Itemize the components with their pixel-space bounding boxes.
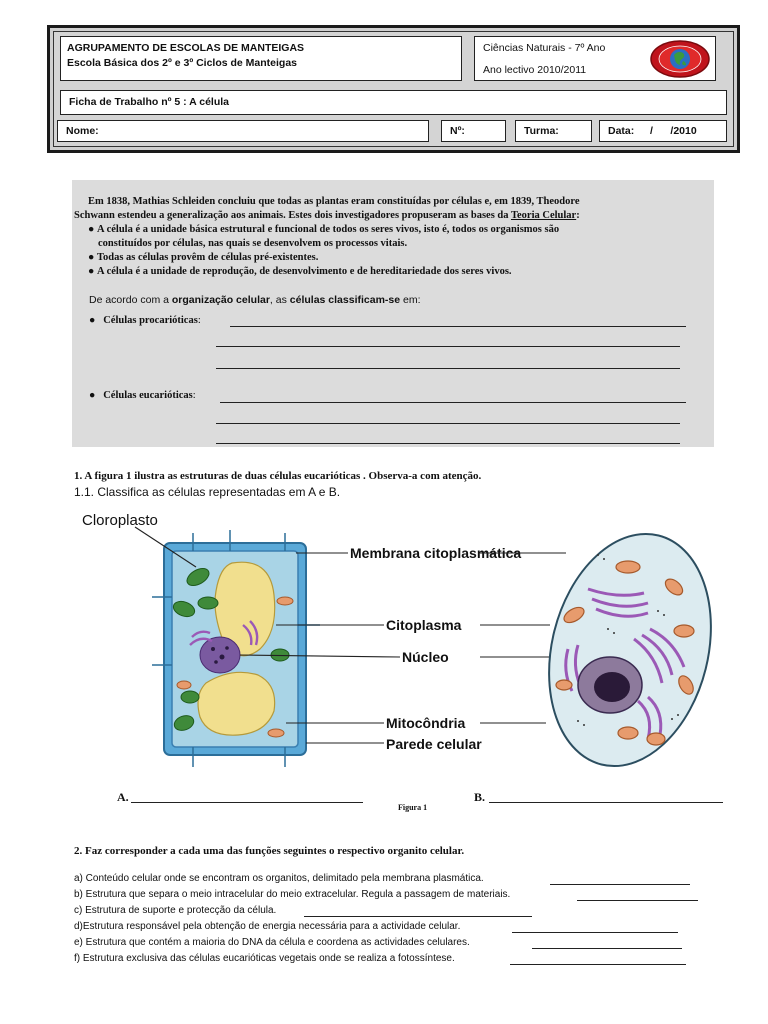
animal-cell-membrane — [526, 517, 734, 784]
function-item-d: d)Estrutura responsável pela obtenção de energia necessária para a actividade celular. — [74, 921, 461, 932]
cell-theory-term: Teoria Celular — [510, 210, 577, 221]
function-answer-a[interactable] — [550, 884, 690, 885]
school-name: AGRUPAMENTO DE ESCOLAS DE MANTEIGAS — [67, 42, 305, 54]
intro-line-1: Em 1838, Mathias Schleiden concluiu que todas as plantas eram constituídas por células e, em 1839, Theodore — [88, 196, 580, 207]
school-subname: Escola Básica dos 2º e 3º Ciclos de Manteigas — [67, 57, 298, 69]
function-answer-d[interactable] — [512, 932, 678, 933]
class-label: Turma: — [524, 125, 559, 137]
name-label: Nome: — [66, 125, 99, 137]
function-item-c: c) Estrutura de suporte e protecção da célula. — [74, 905, 277, 916]
prokaryotic-item: ● Células procarióticas: — [89, 315, 201, 326]
subject-box — [474, 36, 716, 81]
function-item-f: f) Estrutura exclusiva das células eucarióticas vegetais onde se realiza a fotossíntese. — [74, 953, 455, 964]
classification-mid: , as — [269, 294, 290, 306]
eukaryotic-answer-line-3[interactable] — [216, 443, 680, 444]
theory-bullet-1-cont: constituídos por células, nas quais se desenvolvem os processos vitais. — [98, 238, 408, 249]
answer-b-line[interactable] — [489, 802, 723, 803]
name-field[interactable] — [57, 120, 429, 142]
theory-bullet-3: ● A célula é a unidade de reprodução, de desenvolvimento e de hereditariedade dos seres vivos. — [88, 266, 512, 277]
answer-b-label: B. — [474, 790, 486, 804]
question-1-1-text: 1.1. Classifica as células representadas em A e B. — [74, 485, 341, 499]
intro-line-2-text: Schwann estendeu a generalização aos animais. Estes dois investigadores propuseram as bases da — [74, 210, 511, 221]
school-logo-icon — [649, 39, 711, 79]
classification-pre: De acordo com a — [89, 294, 172, 306]
prokaryotic-answer-line-2[interactable] — [216, 346, 680, 347]
date-value: / /2010 — [650, 125, 697, 137]
question-2-title: 2. Faz corresponder a cada uma das funções seguintes o respectivo organito celular. — [74, 845, 465, 857]
prokaryotic-answer-line-3[interactable] — [216, 368, 680, 369]
answer-a-label: A. — [117, 790, 129, 804]
function-item-e: e) Estrutura que contém a maioria do DNA da célula e coordena as actividades celulares. — [74, 937, 470, 948]
intro-line-2 — [74, 210, 580, 221]
school-box — [60, 36, 462, 81]
eukaryotic-label: Células eucarióticas — [103, 390, 193, 401]
theory-bullet-2-text: Todas as células provêm de células pré-existentes. — [96, 252, 319, 263]
classification-term-2: células classificam-se — [289, 294, 401, 306]
number-label: Nº: — [450, 125, 465, 137]
function-answer-c[interactable] — [304, 916, 532, 917]
date-field[interactable] — [599, 120, 727, 142]
label-membrane: Membrana citoplasmática — [350, 545, 522, 561]
eukaryotic-item: ● Células eucarióticas: — [89, 390, 196, 401]
plant-cell-figure — [80, 505, 522, 775]
answer-a-line[interactable] — [131, 802, 363, 803]
worksheet-box — [60, 90, 727, 115]
animal-cell-figure — [538, 525, 718, 775]
theory-bullet-2: ● Todas as células provêm de células pré-existentes. — [88, 252, 319, 263]
function-item-a: a) Conteúdo celular onde se encontram os organitos, delimitado pela membrana plasmática. — [74, 873, 484, 884]
theory-bullet-3-text: A célula é a unidade de reprodução, de desenvolvimento e de hereditariedade dos seres vivos. — [96, 266, 512, 277]
function-item-b: b) Estrutura que separa o meio intracelular do meio extracelular. Regula a passagem de materiais. — [74, 889, 511, 900]
eukaryotic-answer-line-1[interactable] — [220, 402, 686, 403]
prokaryotic-answer-line-1[interactable] — [230, 326, 686, 327]
intro-line-2-end: : — [576, 210, 580, 221]
function-answer-f[interactable] — [510, 964, 686, 965]
figure-caption: Figura 1 — [398, 803, 428, 812]
classification-sentence — [89, 294, 421, 306]
function-answer-b[interactable] — [577, 900, 698, 901]
label-mitochondria: Mitocôndria — [386, 715, 466, 731]
plant-vacuole-lower — [198, 672, 275, 735]
theory-bullet-1-text: A célula é a unidade básica estrutural e funcional de todos os seres vivos, isto é, todos os organismos são — [96, 224, 560, 235]
number-field[interactable] — [441, 120, 506, 142]
classification-term-1: organização celular — [171, 294, 270, 306]
prokaryotic-label: Células procarióticas — [103, 315, 198, 326]
class-field[interactable] — [515, 120, 592, 142]
worksheet-title: Ficha de Trabalho nº 5 : A célula — [69, 96, 230, 108]
eukaryotic-answer-line-2[interactable] — [216, 423, 680, 424]
label-nucleus: Núcleo — [402, 649, 449, 665]
animal-nucleolus — [594, 672, 630, 702]
plant-nucleus — [200, 637, 240, 673]
date-label: Data: — [608, 125, 635, 137]
label-chloroplast: Cloroplasto — [82, 512, 158, 529]
theory-bullet-1: ● A célula é a unidade básica estrutural e funcional de todos os seres vivos, isto é, todos os organismos são — [88, 224, 560, 235]
label-cell-wall: Parede celular — [386, 736, 482, 752]
question-1-title: 1. A figura 1 ilustra as estruturas de duas células eucarióticas . Observa-a com atenção. — [74, 470, 482, 482]
function-answer-e[interactable] — [532, 948, 682, 949]
subject-label: Ciências Naturais - 7º Ano — [483, 42, 606, 54]
school-year-label: Ano lectivo 2010/2011 — [483, 64, 587, 76]
label-cytoplasm: Citoplasma — [386, 617, 462, 633]
classification-post: em: — [400, 294, 421, 306]
